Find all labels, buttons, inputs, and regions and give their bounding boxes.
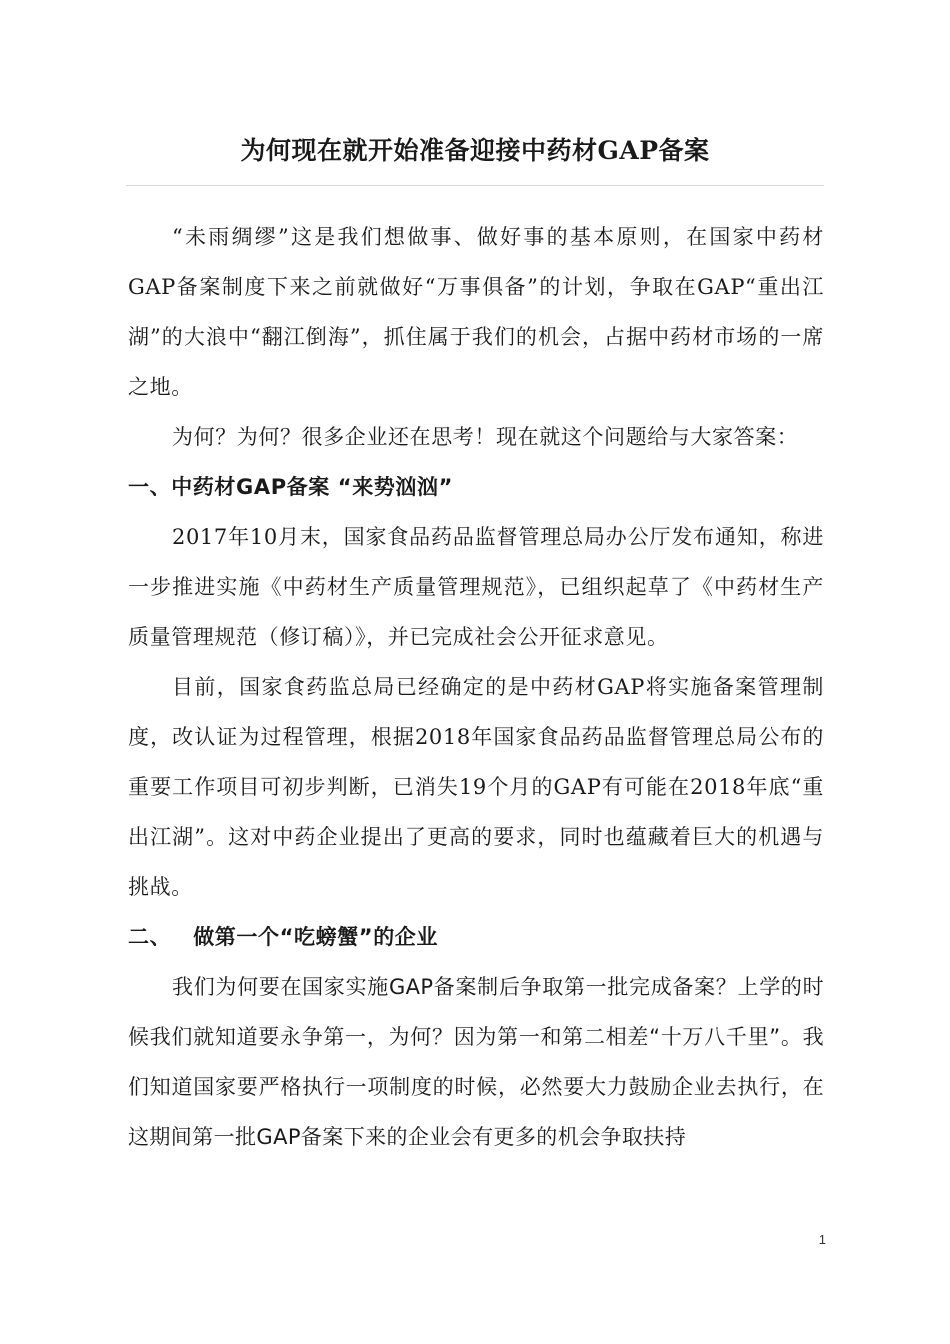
title-divider: [126, 185, 824, 186]
section-2-paragraph-1: 我们为何要在国家实施GAP备案制后争取第一批完成备案？上学的时候我们就知道要永争第一，为何？因为第一和第二相差“十万八千里”。我们知道国家要严格执行一项制度的时候，必然要大力鼓励企业去执行，在这期间第一批GAP备案下来的企业会有更多的机会争取扶持: [128, 975, 824, 1149]
section-1-paragraph-1: 2017年10月末，国家食品药品监督管理总局办公厅发布通知，称进一步推进实施《中药材生产质量管理规范》，已组织起草了《中药材生产质量管理规范（修订稿）》，并已完成社会公开征求意见。: [128, 525, 824, 649]
section-2-heading-number: 二、: [128, 925, 172, 949]
section-1-paragraph-2: 目前，国家食药监总局已经确定的是中药材GAP将实施备案管理制度，改认证为过程管理，根据2018年国家食品药品监督管理总局公布的重要工作项目可初步判断，已消失19个月的GAP有可能在2018年底“重出江湖”。这对中药企业提出了更高的要求，同时也蕴藏着巨大的机遇与挑战。: [128, 675, 824, 899]
section-2-heading: [128, 912, 824, 962]
intro-paragraph-1: “未雨绸缪”这是我们想做事、做好事的基本原则，在国家中药材GAP备案制度下来之前就做好“万事俱备”的计划，争取在GAP“重出江湖”的大浪中“翻江倒海”，抓住属于我们的机会，占据中药材市场的一席之地。: [128, 225, 824, 399]
section-2-heading-text: 做第一个“吃螃蟹”的企业: [193, 925, 439, 949]
section-1-heading: 一、中药材GAP备案 “来势汹汹”: [128, 475, 453, 499]
page-number: 1: [818, 1232, 826, 1247]
document-body: [128, 212, 824, 1162]
intro-paragraph-2: 为何？为何？很多企业还在思考！现在就这个问题给与大家答案：: [172, 425, 799, 449]
document-title: 为何现在就开始准备迎接中药材GAP备案: [240, 136, 710, 165]
